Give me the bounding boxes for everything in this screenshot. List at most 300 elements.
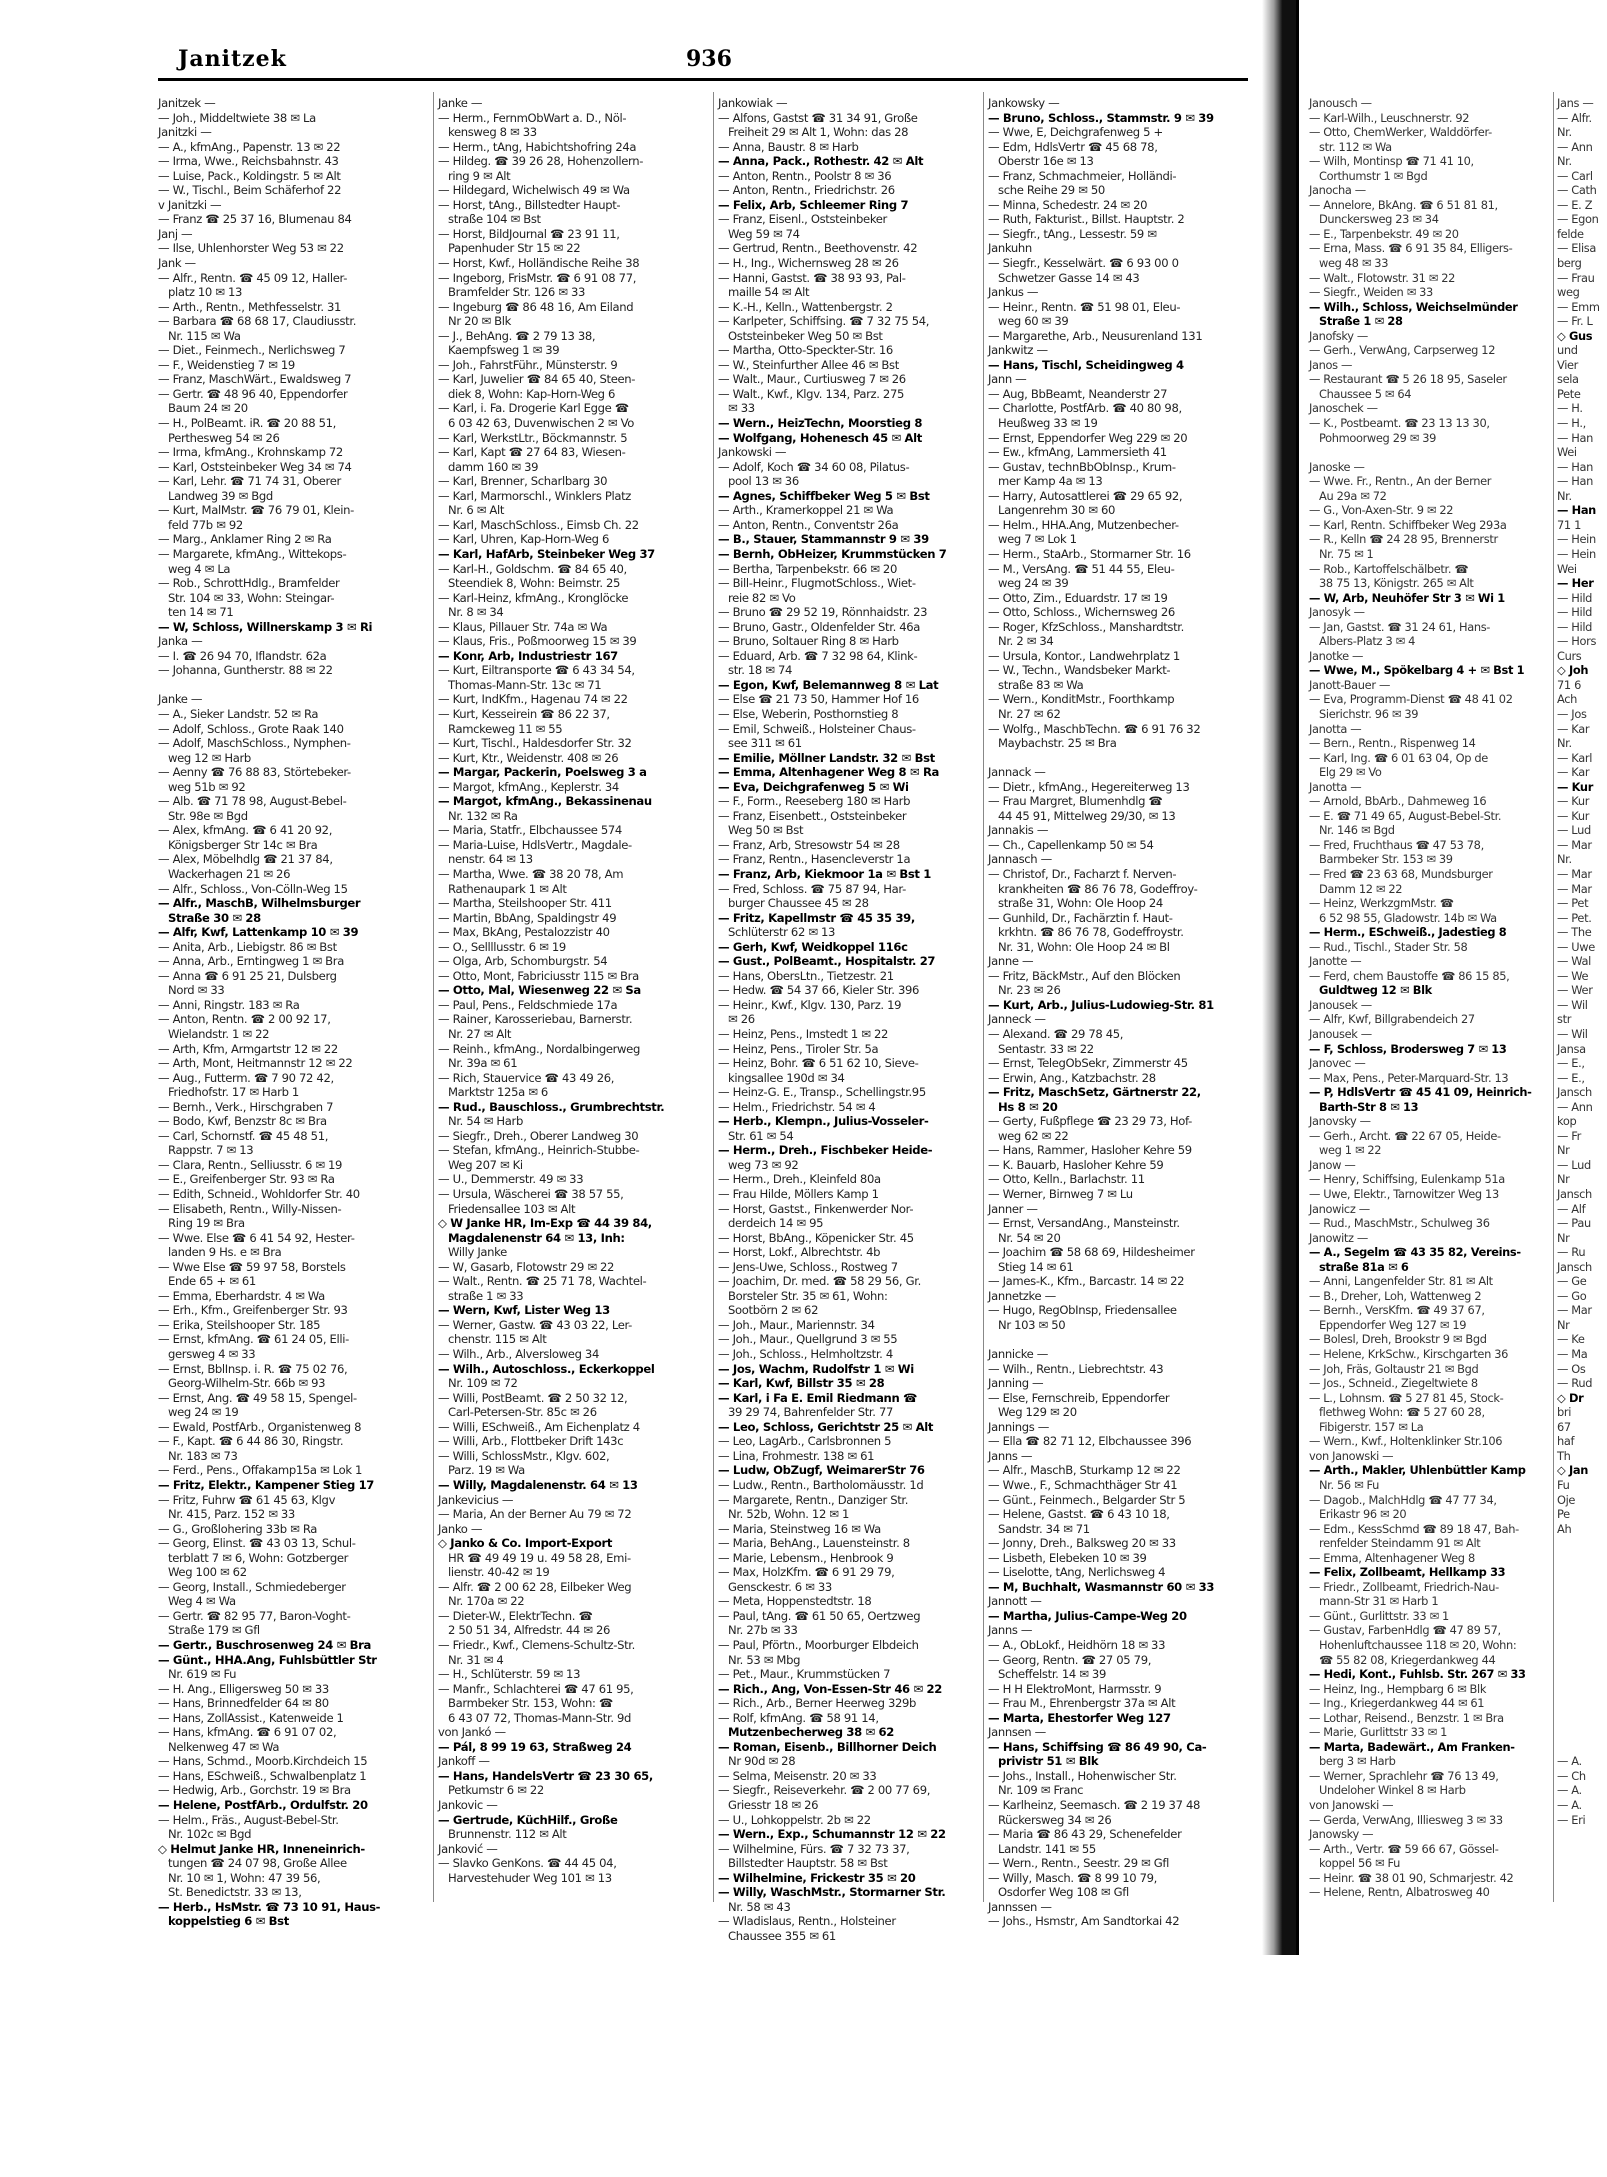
directory-entry-line: Parz. 19 ✉ Wa — [448, 1463, 525, 1478]
directory-entry-line: — Martha, Julius-Campe-Weg 20 — [988, 1608, 1187, 1623]
right-directory-column-2 — [1557, 96, 1607, 1876]
directory-entry-line: — Anton, Rentn. ☎ 2 00 92 17, — [158, 1012, 331, 1027]
directory-entry-line: — Heinz, Pens., Tiroler Str. 5a — [718, 1041, 879, 1056]
directory-entry-line: — Alexand. ☎ 29 78 45, — [988, 1027, 1124, 1041]
directory-entry-line: — Gerh., Archt. ☎ 22 67 05, Heide- — [1309, 1128, 1501, 1143]
directory-entry-line: — Uwe — [1557, 939, 1595, 954]
directory-entry-line: — Margot, kfmAng., Keplerstr. 34 — [438, 779, 619, 794]
directory-entry-line: Nr. 183 ✉ 73 — [168, 1448, 238, 1463]
directory-entry-line: — Joh., Middeltwiete 38 ✉ La — [158, 110, 316, 125]
directory-entry-line: — Max, HolzKfm. ☎ 6 91 29 79, — [718, 1565, 895, 1580]
directory-entry-line: Schlüterstr 62 ✉ 13 — [728, 925, 836, 940]
directory-entry-line: — Anton, Rentn., Conventstr 26a — [718, 517, 899, 532]
directory-entry-line: — Else, Weberin, Posthornstieg 8 — [718, 706, 899, 721]
directory-entry-line: — Siegfr., Dreh., Oberer Landweg 30 — [438, 1128, 639, 1143]
directory-entry-line: — Karl-Wilh., Leuschnerstr. 92 — [1309, 110, 1470, 125]
directory-entry-line: — Hildeg. ☎ 39 26 28, Hohenzollern- — [438, 154, 644, 169]
directory-entry-line: Janowitz — — [1309, 1230, 1368, 1245]
directory-entry-line: — Hors — [1557, 634, 1597, 649]
directory-entry-line: — Karl, Brenner, Scharlbarg 30 — [438, 474, 608, 489]
directory-entry-line: Corthumstr 1 ✉ Bgd — [1319, 168, 1428, 183]
directory-entry-line: — K.-H., Kelln., Wattenbergstr. 2 — [718, 299, 893, 314]
directory-entry-line: — Hans, Schiffsing ☎ 86 49 90, Ca- — [988, 1739, 1207, 1754]
directory-entry-line: HR ☎ 49 49 19 u. 49 58 28, Emi- — [448, 1550, 631, 1565]
directory-entry-line: Nr. 27 ✉ 62 — [998, 706, 1061, 721]
directory-entry-line: — F., Weidenstieg 7 ✉ 19 — [158, 357, 295, 372]
directory-entry-line: — Georg, Elinst. ☎ 43 03 13, Schul- — [158, 1536, 356, 1551]
directory-entry-line: pool 13 ✉ 36 — [728, 474, 799, 489]
directory-entry-line: — Fr — [1557, 1128, 1582, 1143]
directory-entry-line — [1309, 445, 1549, 460]
directory-entry-line: Nr. 102c ✉ Bgd — [168, 1827, 252, 1842]
directory-entry-line: — Werner, Gastw. ☎ 43 03 22, Ler- — [438, 1317, 633, 1332]
directory-entry-line: — Franz, Arb, Stresowstr 54 ✉ 28 — [718, 837, 900, 852]
directory-entry-line: — Hanni, Gastst. ☎ 38 93 93, Pal- — [718, 270, 906, 285]
directory-entry-line: Ende 65 + ✉ 61 — [168, 1274, 256, 1289]
directory-entry-line: — Karl, Oststeinbeker Weg 34 ✉ 74 — [158, 459, 352, 474]
directory-entry-line: Langenrehm 30 ✉ 60 — [998, 503, 1116, 518]
directory-entry-line: — Max, Pens., Peter-Marquard-Str. 13 — [1309, 1070, 1509, 1085]
directory-entry-line: 6 43 07 72, Thomas-Mann-Str. 9d — [448, 1710, 632, 1725]
directory-entry-line: Nr. 27b ✉ 33 — [728, 1623, 798, 1638]
directory-entry-line: — Erika, Steilshooper Str. 185 — [158, 1317, 321, 1332]
directory-entry-line — [158, 678, 426, 693]
directory-entry-line: Jannings — — [988, 1419, 1049, 1434]
directory-entry-line: — Karl, Ing. ☎ 6 01 63 04, Op de — [1309, 750, 1488, 765]
directory-entry-line: ◇ W Janke HR, Im-Exp ☎ 44 39 84, — [438, 1216, 652, 1231]
directory-entry-line: Nelkenweg 47 ✉ Wa — [168, 1739, 280, 1754]
directory-entry-line: — Eva, Programm-Dienst ☎ 48 41 02 — [1309, 692, 1513, 707]
directory-entry-line: — Otto, Zim., Eduardstr. 17 ✉ 19 — [988, 590, 1168, 605]
directory-entry-line: Königsberger Str 14c ✉ Bra — [168, 837, 318, 852]
directory-entry-line: str. 112 ✉ Wa — [1319, 139, 1392, 154]
directory-entry-line: Carl-Petersen-Str. 85c ✉ 26 — [448, 1405, 597, 1420]
directory-entry-line: Janotta — — [1309, 779, 1362, 794]
directory-entry-line: — Alfr, Kwf, Billgrabendeich 27 — [1309, 1012, 1475, 1027]
directory-entry-line: ◇ Dr — [1557, 1390, 1584, 1405]
directory-entry-line: — Pet., Maur., Krummstücken 7 — [718, 1667, 891, 1682]
directory-entry-line: — Otto, Mal, Wiesenweg 22 ✉ Sa — [438, 983, 641, 998]
directory-entry-line: Janner — — [988, 1201, 1038, 1216]
directory-entry-line: Kaempfsweg 1 ✉ 39 — [448, 343, 560, 358]
directory-entry-line: — Lud — [1557, 1157, 1591, 1172]
directory-entry-line: Nr. 170a ✉ 22 — [448, 1594, 525, 1609]
directory-entry-line: — Pet — [1557, 896, 1589, 911]
directory-entry-line: — Wwe. Fr., Rentn., An der Berner — [1309, 474, 1492, 489]
directory-entry-line: 39 29 74, Bahrenfelder Str. 77 — [728, 1405, 894, 1420]
directory-entry-line: Janocha — — [1309, 183, 1366, 198]
directory-entry-line: Nr. 53 ✉ Mbg — [728, 1652, 801, 1667]
directory-entry-line: — Kurt, Kesseirein ☎ 86 22 37, — [438, 706, 610, 721]
directory-entry-line: — H H ElektroMont, Harmsstr. 9 — [988, 1681, 1162, 1696]
directory-entry-line: — Eva, Deichgrafenweg 5 ✉ Wi — [718, 779, 909, 794]
directory-entry-line: — H., — [1557, 416, 1586, 431]
directory-entry-line: — The — [1557, 925, 1592, 940]
directory-entry-line: weg 12 ✉ Harb — [168, 750, 251, 765]
directory-entry-line: Janovec — — [1309, 1056, 1366, 1071]
directory-entry-line: Jansch — [1557, 1187, 1592, 1202]
directory-entry-line: Marktstr 125a ✉ 6 — [448, 1085, 548, 1100]
directory-entry-line: — Mar — [1557, 1303, 1592, 1318]
directory-entry-line: — Wern, Kwf, Lister Weg 13 — [438, 1303, 610, 1318]
directory-entry-line: — Margarethe, Arb., Neusurenland 131 — [988, 328, 1203, 343]
directory-entry-line: — Bruno, Soltauer Ring 8 ✉ Harb — [718, 634, 899, 649]
directory-entry-line: — E., — [1557, 1070, 1585, 1085]
directory-entry-line: — Helene, Gastst. ☎ 6 43 10 18, — [988, 1507, 1170, 1522]
directory-entry-line: — Martha, Otto-Speckter-Str. 16 — [718, 343, 893, 358]
directory-entry-line: — Hans, Schmd., Moorb.Kirchdeich 15 — [158, 1754, 368, 1769]
directory-entry-line: — Wilh., Rentn., Liebrechtstr. 43 — [988, 1361, 1164, 1376]
directory-entry-line: Jankovic — — [438, 1797, 498, 1812]
directory-entry-line: — Johanna, Guntherstr. 88 ✉ 22 — [158, 663, 333, 678]
directory-entry-line: straße 83 ✉ Wa — [998, 677, 1084, 692]
directory-entry-line: Sootbörn 2 ✉ 62 — [728, 1303, 819, 1318]
directory-entry-line: — Erh., Kfm., Greifenberger Str. 93 — [158, 1303, 348, 1318]
directory-entry-line: — A. — [1557, 1797, 1582, 1812]
directory-entry-line: — Reinh., kfmAng., Nordalbingerweg — [438, 1041, 640, 1056]
directory-entry-line: Pe — [1557, 1507, 1570, 1522]
directory-entry-line: Nr. 132 ✉ Ra — [448, 808, 518, 823]
directory-entry-line: Weg 129 ✉ 20 — [998, 1405, 1077, 1420]
directory-entry-line: Sentastr. 33 ✉ 22 — [998, 1041, 1094, 1056]
directory-entry-line: — Karl, Kapt ☎ 27 64 83, Wiesen- — [438, 445, 626, 460]
directory-entry-line: — Alfr., MaschB, Sturkamp 12 ✉ 22 — [988, 1463, 1181, 1478]
directory-entry-line: Janko — — [438, 1521, 483, 1536]
directory-entry-line: — Han — [1557, 430, 1594, 445]
directory-entry-line: — Ma — [1557, 1347, 1588, 1362]
directory-entry-line: Schwetzer Gasse 14 ✉ 43 — [998, 270, 1140, 285]
directory-entry-line: — Helm., Friedrichstr. 54 ✉ 4 — [718, 1099, 876, 1114]
directory-entry-line: — Frau Hilde, Möllers Kamp 1 — [718, 1187, 879, 1202]
directory-entry-line: — Hildegard, Wichelwisch 49 ✉ Wa — [438, 183, 630, 198]
directory-entry-line: — Alf — [1557, 1201, 1586, 1216]
directory-entry-line: — F, Schloss, Brodersweg 7 ✉ 13 — [1309, 1041, 1507, 1056]
directory-entry-line: — Anna, Baustr. 8 ✉ Harb — [718, 139, 859, 154]
directory-entry-line: haf — [1557, 1434, 1575, 1449]
directory-entry-line: — Ingeburg ☎ 86 48 16, Am Eiland — [438, 299, 634, 314]
directory-entry-line: — K. Bauarb, Hasloher Kehre 59 — [988, 1157, 1164, 1172]
directory-entry-line: — H. Ang., Elligersweg 50 ✉ 33 — [158, 1681, 329, 1696]
directory-entry-line: weg 60 ✉ 39 — [998, 314, 1069, 329]
directory-entry-line: weg 7 ✉ Lok 1 — [998, 532, 1077, 547]
directory-entry-line: — Willi, Arb., Flottbeker Drift 143c — [438, 1434, 624, 1449]
directory-entry-line: — Klaus, Fris., Poßmoorweg 15 ✉ 39 — [438, 634, 637, 649]
directory-entry-line: — Bruno, Gastr., Oldenfelder Str. 46a — [718, 619, 921, 634]
directory-entry-line: Griesstr 18 ✉ 26 — [728, 1797, 819, 1812]
directory-entry-line: — W., Tischl., Beim Schäferhof 22 — [158, 183, 342, 198]
directory-entry-line: Nr. 10 ✉ 1, Wohn: 47 39 56, — [168, 1870, 321, 1885]
directory-entry-line: Weg 4 ✉ Wa — [168, 1594, 236, 1609]
directory-entry-line: — Ludw., Rentn., Bartholomäusstr. 1d — [718, 1477, 924, 1492]
directory-entry-line: Str. 104 ✉ 33, Wohn: Steingar- — [168, 590, 335, 605]
directory-entry-line: — Ing., Kriegerdankweg 44 ✉ 61 — [1309, 1696, 1485, 1711]
directory-entry-line: — Joh., Maur., Mariennstr. 34 — [718, 1317, 875, 1332]
directory-entry-line: — E. ☎ 71 49 65, August-Bebel-Str. — [1309, 808, 1502, 823]
directory-entry-line: — Uwe, Elektr., Tarnowitzer Weg 13 — [1309, 1187, 1499, 1202]
directory-entry-line: — Karl-Heinz, kfmAng., Kronglöcke — [438, 590, 629, 605]
directory-entry-line: — Meta, Hoppenstedtstr. 18 — [718, 1594, 872, 1609]
directory-entry-line: — Siegfr., Weiden ✉ 33 — [1309, 285, 1433, 300]
directory-entry-line: — Leo, Schloss, Gerichtstr 25 ✉ Alt — [718, 1419, 934, 1434]
directory-entry-line: — Slavko GenKons. ☎ 44 45 04, — [438, 1856, 617, 1871]
directory-entry-line: — Fred, Fruchthaus ☎ 47 53 78, — [1309, 837, 1484, 852]
directory-entry-line: — Lisbeth, Elebeken 10 ✉ 39 — [988, 1550, 1147, 1565]
directory-entry-line: — A. — [1557, 1754, 1582, 1769]
directory-entry-line: — Lud — [1557, 823, 1591, 838]
directory-entry-line: — Adolf, MaschSchloss., Nymphen- — [158, 736, 351, 751]
directory-entry-line: — J., BehAng. ☎ 2 79 13 38, — [438, 328, 596, 343]
directory-entry-line: — Herm., tAng, Habichtshofring 24a — [438, 139, 637, 154]
directory-entry-line: Undeloher Winkel 8 ✉ Harb — [1319, 1783, 1466, 1798]
directory-entry-line: Janoschek — — [1309, 401, 1378, 416]
directory-entry-line: — Wilhelmine, Fürs. ☎ 7 32 73 37, — [718, 1841, 910, 1856]
directory-entry-line: — Bernh., Verk., Hirschgraben 7 — [158, 1099, 334, 1114]
directory-entry-line: — Hein — [1557, 546, 1596, 561]
directory-entry-line: — Alfr., Rentn. ☎ 45 09 12, Haller- — [158, 270, 348, 285]
directory-entry-line: — Franz ☎ 25 37 16, Blumenau 84 — [158, 212, 352, 227]
directory-entry-line: — Herb., HsMstr. ☎ 73 10 91, Haus- — [158, 1899, 381, 1914]
directory-entry-line: — Ru — [1557, 1245, 1586, 1260]
directory-entry-line — [988, 751, 1250, 766]
directory-entry-line: — Kur — [1557, 808, 1590, 823]
directory-entry-line: — Helene, KrkSchw., Kirschgarten 36 — [1309, 1347, 1509, 1362]
directory-entry-line: — Herm., ESchweiß., Jadestieg 8 — [1309, 925, 1507, 940]
directory-entry-line: Janitzki — — [158, 125, 212, 140]
directory-entry-line: weg — [1557, 285, 1580, 300]
directory-entry-line: — Willi, ESchweiß., Am Eichenplatz 4 — [438, 1419, 640, 1434]
directory-entry-line: — Wwe. Else ☎ 6 41 54 92, Hester- — [158, 1230, 355, 1245]
directory-entry-line: — Bruno, Schloss., Stammstr. 9 ✉ 39 — [988, 110, 1214, 125]
directory-entry-line: Fu — [1557, 1477, 1570, 1492]
directory-entry-line: Ah — [1557, 1521, 1572, 1536]
directory-entry-line: — Wilh., Schloss, Weichselmünder — [1309, 299, 1518, 314]
directory-entry-line: Janne — — [988, 954, 1034, 969]
directory-column-1 — [158, 96, 426, 1929]
directory-entry-line: — Mar — [1557, 881, 1592, 896]
directory-entry-line: Jannsen — — [988, 1725, 1046, 1740]
directory-entry-line: Nr. 54 ✉ Harb — [448, 1114, 523, 1129]
directory-entry-line: von Janowski — — [1309, 1448, 1394, 1463]
directory-entry-line: — Annelore, BkAng. ☎ 6 51 81 81, — [1309, 197, 1498, 212]
directory-entry-line: Steendiek 8, Wohn: Beimstr. 25 — [448, 576, 621, 591]
directory-entry-line: Jankus — — [988, 285, 1039, 300]
directory-entry-line: — Harry, Autosattlerei ☎ 29 65 92, — [988, 488, 1183, 503]
directory-entry-line: — Wolfg., MaschbTechn. ☎ 6 91 76 32 — [988, 721, 1201, 736]
directory-entry-line: Jannetzke — — [988, 1288, 1056, 1303]
directory-entry-line: — Maria, Statfr., Elbchaussee 574 — [438, 823, 622, 838]
directory-entry-line: — Rud., Tischl., Stader Str. 58 — [1309, 939, 1468, 954]
directory-entry-line: — Gustav, technBbObInsp., Krum- — [988, 459, 1176, 474]
directory-entry-line: — Willy, Masch. ☎ 8 99 10 79, — [988, 1870, 1157, 1885]
directory-entry-line: — Ewald, PostfArb., Organistenweg 8 — [158, 1419, 362, 1434]
directory-entry-line: — Joachim, Dr. med. ☎ 58 29 56, Gr. — [718, 1274, 921, 1289]
directory-entry-line: Nr. 2 ✉ 34 — [998, 634, 1054, 649]
directory-entry-line: Albers-Platz 3 ✉ 4 — [1319, 634, 1415, 649]
directory-entry-line: — Henry, Schiffsing, Eulenkamp 51a — [1309, 1172, 1505, 1187]
directory-entry-line: Maybachstr. 25 ✉ Bra — [998, 736, 1117, 751]
directory-entry-line: Str. 61 ✉ 54 — [728, 1128, 794, 1143]
directory-entry-line: — Irma, Wwe., Reichsbahnstr. 43 — [158, 154, 339, 169]
directory-entry-line: Pete — [1557, 386, 1581, 401]
directory-entry-line: — E., — [1557, 1056, 1585, 1071]
directory-entry-line: Chaussee 5 ✉ 64 — [1319, 386, 1412, 401]
directory-entry-line: — Ch — [1557, 1768, 1586, 1783]
directory-entry-line: — U., Lohkoppelstr. 2b ✉ 22 — [718, 1812, 871, 1827]
directory-entry-line: — Wer — [1557, 983, 1593, 998]
directory-entry-line: — Pau — [1557, 1216, 1591, 1231]
directory-entry-line: — Pet. — [1557, 910, 1592, 925]
directory-entry-line: 71 6 — [1557, 677, 1581, 692]
directory-entry-line: — Rud., Bauschloss., Grumbrechtstr. — [438, 1099, 665, 1114]
directory-entry-line: Janousek — — [1309, 997, 1372, 1012]
directory-entry-line: — Maria-Luise, HdlsVertr., Magdale- — [438, 837, 632, 852]
directory-entry-line: Nr. — [1557, 154, 1572, 169]
directory-entry-line: — Marie, Gurlittstr 33 ✉ 1 — [1309, 1725, 1448, 1740]
directory-entry-line: — Maria, An der Berner Au 79 ✉ 72 — [438, 1507, 632, 1522]
directory-entry-line: — Wern., HeizTechn, Moorstieg 8 — [718, 416, 923, 431]
directory-entry-line: weg 73 ✉ 92 — [728, 1157, 799, 1172]
directory-entry-line: — Anton, Rentn., Poolstr 8 ✉ 36 — [718, 168, 892, 183]
directory-entry-line: nenstr. 64 ✉ 13 — [448, 852, 533, 867]
directory-entry-line: — Walt., Maur., Curtiusweg 7 ✉ 26 — [718, 372, 906, 387]
directory-entry-line — [1557, 1638, 1607, 1653]
directory-entry-line: — B., Stauer, Stammannstr 9 ✉ 39 — [718, 532, 929, 547]
directory-entry-line: — Ursula, Kontor., Landwehrplatz 1 — [988, 648, 1180, 663]
directory-entry-line: straße 81a ✉ 6 — [1319, 1259, 1409, 1274]
directory-entry-line: — Egon — [1557, 212, 1599, 227]
directory-entry-line: — Johs., Hsmstr, Am Sandtorkai 42 — [988, 1914, 1180, 1929]
directory-entry-line: — A., kfmAng., Papenstr. 13 ✉ 22 — [158, 139, 341, 154]
directory-entry-line: — Edm, HdlsVertr ☎ 45 68 78, — [988, 139, 1158, 154]
directory-entry-line: — Ernst, BblInsp. i. R. ☎ 75 02 76, — [158, 1361, 348, 1376]
directory-entry-line: mer Kamp 4a ✉ 13 — [998, 474, 1103, 489]
directory-entry-line: — Werner, Sprachlehr ☎ 76 13 49, — [1309, 1768, 1499, 1783]
directory-entry-line: — Gust., PolBeamt., Hospitalstr. 27 — [718, 954, 936, 969]
directory-entry-line: — Wern., KonditMstr., Foorthkamp — [988, 692, 1175, 707]
directory-entry-line: — Frau M., Ehrenbergstr 37a ✉ Alt — [988, 1696, 1176, 1711]
directory-entry-line: — Bill-Heinr., FlugmotSchloss., Wiet- — [718, 576, 916, 591]
directory-entry-line: Heußweg 33 ✉ 19 — [998, 416, 1098, 431]
directory-entry-line: — Anna, Arb., Erntingweg 1 ✉ Bra — [158, 954, 344, 969]
directory-entry-line — [1557, 1551, 1607, 1566]
directory-entry-line — [1557, 1711, 1607, 1726]
directory-entry-line: — Marg., Anklamer Ring 2 ✉ Ra — [158, 532, 332, 547]
directory-entry-line: — Heinr., Rentn. ☎ 51 98 01, Eleu- — [988, 299, 1181, 314]
directory-entry-line: Sandstr. 34 ✉ 71 — [998, 1521, 1090, 1536]
directory-entry-line — [1557, 1682, 1607, 1697]
directory-entry-line: Janotte — — [1309, 954, 1362, 969]
directory-entry-line: — Kurt, IndKfm., Hagenau 74 ✉ 22 — [438, 692, 628, 707]
directory-entry-line: — Rud — [1557, 1376, 1593, 1391]
directory-entry-line: — Frau — [1557, 270, 1595, 285]
directory-entry-line: — Rob., SchrottHdlg., Bramfelder — [158, 576, 340, 591]
directory-entry-line: — Cath — [1557, 183, 1597, 198]
directory-entry-line: — A., Sieker Landstr. 52 ✉ Ra — [158, 706, 319, 721]
directory-entry-line: — Liselotte, tAng, Nerlichsweg 4 — [988, 1565, 1166, 1580]
directory-entry-line: Au 29a ✉ 72 — [1319, 488, 1387, 503]
directory-entry-line: Vier — [1557, 357, 1578, 372]
directory-entry-line: Fibigerstr. 157 ✉ La — [1319, 1419, 1424, 1434]
directory-entry-line: — Frau Margret, Blumenhdlg ☎ — [988, 794, 1163, 809]
directory-entry-line: chenstr. 115 ✉ Alt — [448, 1332, 547, 1347]
directory-entry-line: maille 54 ✉ Alt — [728, 285, 810, 300]
directory-entry-line: — Willi, PostBeamt. ☎ 2 50 32 12, — [438, 1390, 628, 1405]
directory-entry-line: — Alfr., MaschB, Wilhelmsburger — [158, 896, 361, 911]
directory-entry-line: — Joh., Maur., Quellgrund 3 ✉ 55 — [718, 1332, 898, 1347]
directory-entry-line: — Anna ☎ 6 91 25 21, Dulsberg — [158, 968, 337, 983]
directory-entry-line: — Kar — [1557, 721, 1590, 736]
directory-entry-line: — Diet., Feinmech., Nerlichsweg 7 — [158, 343, 346, 358]
directory-entry-line: krkhtn. ☎ 86 76 78, Godeffroystr. — [998, 925, 1184, 940]
directory-entry-line: — Hedi, Kont., Fuhlsb. Str. 267 ✉ 33 — [1309, 1667, 1526, 1682]
directory-entry-line: — Fritz, Fuhrw ☎ 61 45 63, Klgv — [158, 1492, 336, 1507]
directory-entry-line: — Ingeborg, FrisMstr. ☎ 6 91 08 77, — [438, 270, 637, 285]
directory-entry-line: — Anna, Pack., Rothestr. 42 ✉ Alt — [718, 154, 924, 169]
directory-column-3 — [718, 96, 986, 1943]
directory-entry-line: — Jos., Schneid., Ziegeltwiete 8 — [1309, 1376, 1478, 1391]
directory-entry-line: — Margarete, kfmAng., Wittekops- — [158, 546, 347, 561]
directory-entry-line: Thomas-Mann-Str. 13c ✉ 71 — [448, 677, 602, 692]
directory-entry-line: Nr. 56 ✉ Fu — [1319, 1477, 1379, 1492]
column-divider — [983, 92, 984, 1902]
directory-entry-line: weg 48 ✉ 33 — [1319, 256, 1389, 271]
directory-entry-line: — F., Form., Reeseberg 180 ✉ Harb — [718, 794, 911, 809]
directory-entry-line: Oststeinbeker Weg 50 ✉ Bst — [728, 328, 883, 343]
directory-entry-line: — Wal — [1557, 954, 1591, 969]
directory-entry-line: — Horst, Kwf., Holländische Reihe 38 — [438, 256, 640, 271]
directory-entry-line: Barmbeker Str. 153 ✉ 39 — [1319, 852, 1453, 867]
directory-entry-line: — Marie, Lebensm., Henbrook 9 — [718, 1550, 894, 1565]
directory-entry-line: Damm 12 ✉ 22 — [1319, 881, 1403, 896]
directory-entry-line: und — [1557, 343, 1578, 358]
directory-entry-line: Jankowiak — — [718, 96, 788, 110]
directory-entry-line: — Eri — [1557, 1812, 1586, 1827]
directory-entry-line: Rathenaupark 1 ✉ Alt — [448, 881, 567, 896]
directory-entry-line: — Karl, Marmorschl., Winklers Platz — [438, 488, 632, 503]
directory-entry-line: — Charlotte, PostfArb. ☎ 40 80 98, — [988, 401, 1182, 416]
directory-entry-line: — Karl, i Fa E. Emil Riedmann ☎ — [718, 1390, 918, 1405]
directory-entry-line: Jankoff — — [438, 1754, 490, 1769]
directory-entry-line: Nr. 75 ✉ 1 — [1319, 546, 1374, 561]
directory-entry-line: Friedensallee 103 ✉ Alt — [448, 1201, 576, 1216]
directory-entry-line: — Horst, BbAng., Köpenicker Str. 45 — [718, 1230, 914, 1245]
directory-entry-line: Wielandstr. 1 ✉ 22 — [168, 1027, 270, 1041]
directory-entry-line: — Emma, Altenhagener Weg 8 — [1309, 1550, 1475, 1565]
directory-entry-line: Nr. — [1557, 852, 1572, 867]
directory-entry-line: — Lina, Frohmestr. 138 ✉ 61 — [718, 1448, 875, 1463]
directory-entry-line: — Go — [1557, 1288, 1587, 1303]
directory-entry-line: — L., Lohnsm. ☎ 5 27 81 45, Stock- — [1309, 1390, 1504, 1405]
directory-entry-line: Janousek — — [1309, 1027, 1372, 1041]
directory-entry-line: — James-K., Kfm., Barcastr. 14 ✉ 22 — [988, 1274, 1185, 1289]
directory-entry-line: — Wladislaus, Rentn., Holsteiner — [718, 1914, 896, 1929]
header-rule — [158, 78, 1248, 81]
directory-entry-line: Janow — — [1309, 1157, 1356, 1172]
directory-entry-line — [1557, 1696, 1607, 1711]
directory-entry-line: Hohenluftchaussee 118 ✉ 20, Wohn: — [1319, 1637, 1517, 1652]
directory-entry-line: — Margot, kfmAng., Bekassinenau — [438, 794, 652, 809]
directory-entry-line: Landstr. 141 ✉ 55 — [998, 1841, 1096, 1856]
directory-entry-line: — Hild — [1557, 619, 1593, 634]
directory-entry-line: — Os — [1557, 1361, 1586, 1376]
directory-entry-line: Nr. 619 ✉ Fu — [168, 1667, 237, 1682]
directory-entry-line: — Willy, Magdalenenstr. 64 ✉ 13 — [438, 1477, 638, 1492]
directory-entry-line: — Heinz, Ing., Hempbarg 6 ✉ Blk — [1309, 1681, 1487, 1696]
directory-entry-line: — Gertr., Buschrosenweg 24 ✉ Bra — [158, 1637, 372, 1652]
directory-entry-line: straße 104 ✉ Bst — [448, 212, 541, 227]
directory-entry-line: Barmbeker Str. 153, Wohn: ☎ — [448, 1696, 613, 1711]
directory-entry-line: terblatt 7 ✉ 6, Wohn: Gotzberger — [168, 1550, 349, 1565]
